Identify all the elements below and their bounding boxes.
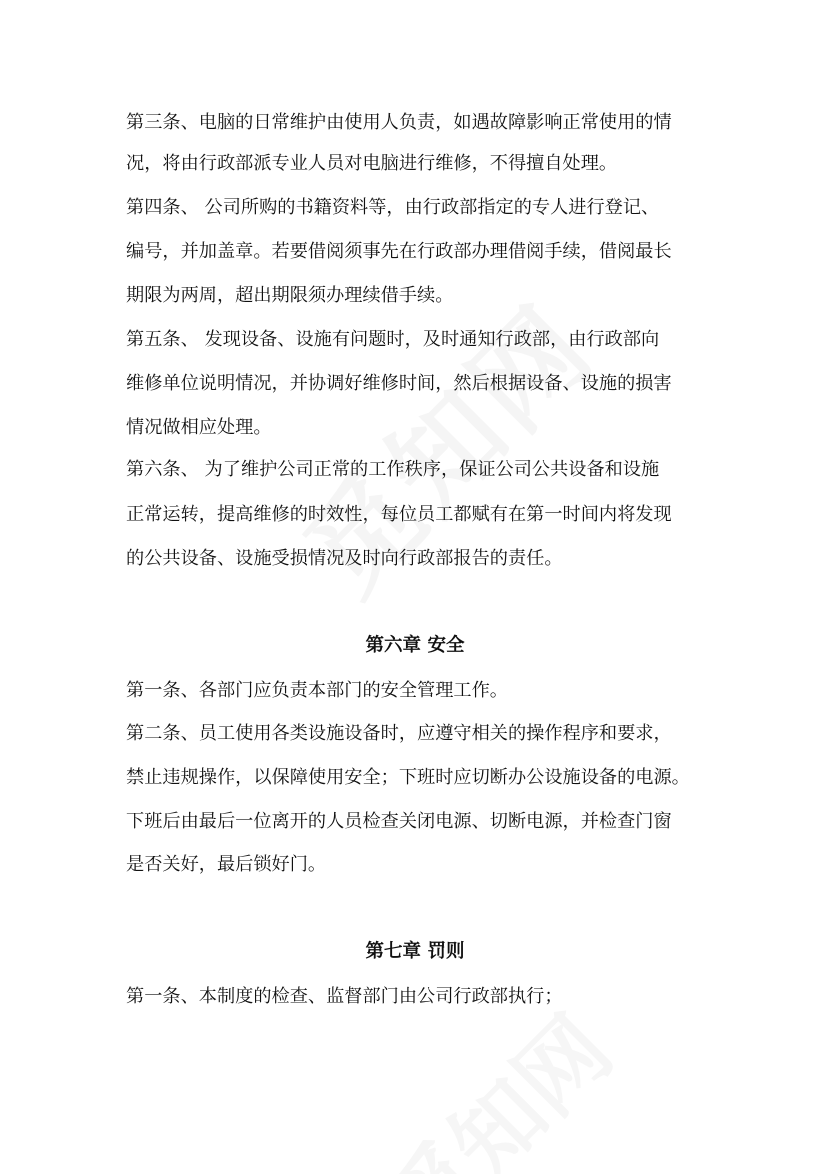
- article-5-line-1: 第五条、 发现设备、设施有问题时，及时通知行政部，由行政部向: [126, 329, 660, 350]
- article-4-line-3: 期限为两周，超出期限须办理续借手续。: [126, 285, 454, 306]
- ch7-article-1: 第一条、本制度的检查、监督部门由公司行政部执行；: [126, 986, 563, 1007]
- chapter-6-title: 第六章 安全: [365, 635, 465, 656]
- article-6-line-1: 第六条、 为了维护公司正常的工作秩序，保证公司公共设备和设施: [126, 459, 660, 480]
- watermark-bottom: [309, 939, 691, 1174]
- article-6-line-3: 的公共设备、设施受损情况及时向行政部报告的责任。: [126, 548, 563, 569]
- article-4-line-2: 编号，并加盖章。若要借阅须事先在行政部办理借阅手续，借阅最长: [126, 241, 672, 262]
- ch6-article-2-line-1: 第二条、员工使用各类设施设备时，应遵守相关的操作程序和要求，: [126, 723, 672, 744]
- article-3-line-1: 第三条、电脑的日常维护由使用人负责，如遇故障影响正常使用的情: [126, 112, 672, 133]
- ch6-article-2-line-2: 禁止违规操作，以保障使用安全；下班时应切断办公设施设备的电源。: [126, 767, 690, 788]
- ch6-article-1: 第一条、各部门应负责本部门的安全管理工作。: [126, 680, 508, 701]
- article-3-line-2: 况，将由行政部派专业人员对电脑进行维修，不得擅自处理。: [126, 153, 618, 174]
- article-5-line-3: 情况做相应处理。: [126, 417, 272, 438]
- article-5-line-2: 维修单位说明情况，并协调好维修时间，然后根据设备、设施的损害: [126, 373, 672, 394]
- article-6-line-2: 正常运转，提高维修的时效性，每位员工都赋有在第一时间内将发现: [126, 504, 672, 525]
- ch6-article-2-line-3: 下班后由最后一位离开的人员检查关闭电源、切断电源，并检查门窗: [126, 811, 672, 832]
- chapter-7-title: 第七章 罚则: [365, 941, 465, 962]
- article-4-line-1: 第四条、 公司所购的书籍资料等，由行政部指定的专人进行登记、: [126, 197, 660, 218]
- ch6-article-2-line-4: 是否关好，最后锁好门。: [126, 854, 327, 875]
